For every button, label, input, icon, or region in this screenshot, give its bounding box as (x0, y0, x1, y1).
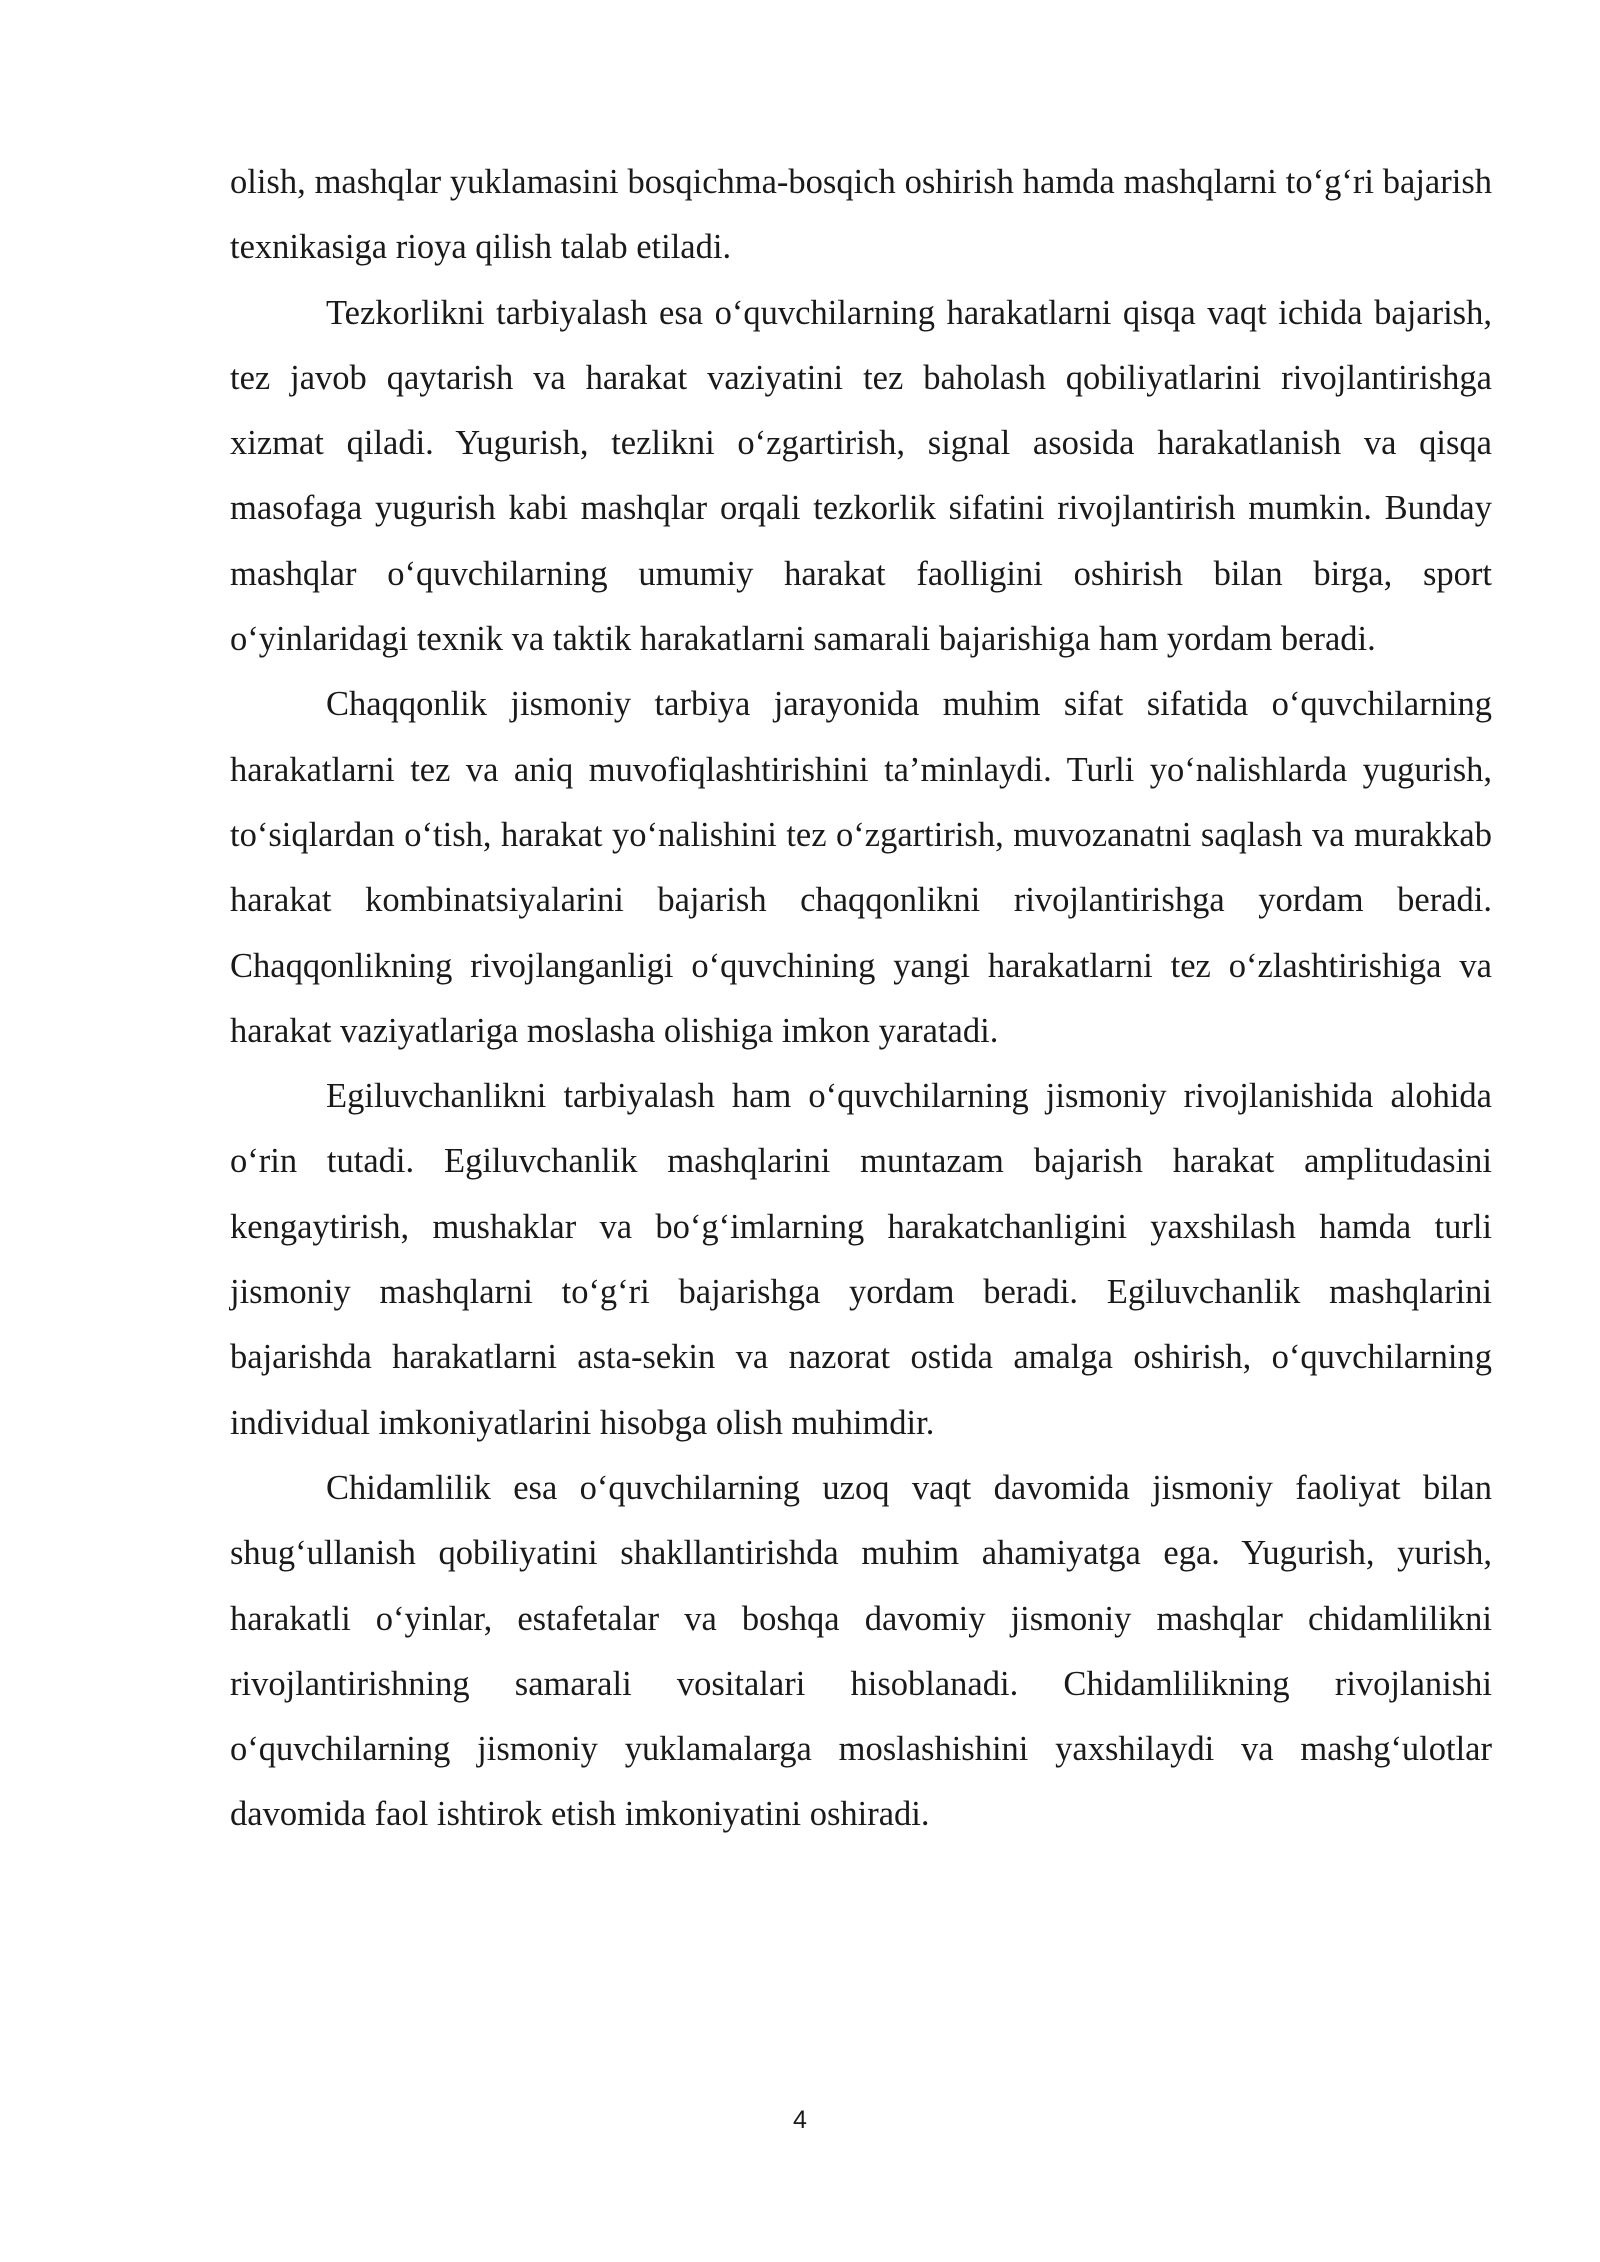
paragraph-egiluvchanlik: Egiluvchanlikni tarbiyalash ham o‘quvchilarning jismoniy rivojlanishida alohida o‘rin tutadi. Egiluvchanlik mashqlarini muntazam bajarish harakat amplitudasini kengaytirish, mushaklar va bo‘g‘imlarning harakatchanligini yaxshilash hamda turli jismoniy mashqlarni to‘g‘ri bajarishga yordam beradi. Egiluvchanlik mashqlarini bajarishda harakatlarni asta-sekin va nazorat ostida amalga oshirish, o‘quvchilarning individual imkoniyatlarini hisobga olish muhimdir. (230, 1077, 1492, 1442)
paragraph-tezkorlik: Tezkorlikni tarbiyalash esa o‘quvchilarning harakatlarni qisqa vaqt ichida bajarish, tez javob qaytarish va harakat vaziyatini tez baholash qobiliyatlarini rivojlantirishga xizmat qiladi. Yugurish, tezlikni o‘zgartirish, signal asosida harakatlanish va qisqa masofaga yugurish kabi mashqlar orqali tezkorlik sifatini rivojlantirish mumkin. Bunday mashqlar o‘quvchilarning umumiy harakat faolligini oshirish bilan birga, sport o‘yinlaridagi texnik va taktik harakatlarni samarali bajarishiga ham yordam beradi. (230, 293, 1492, 659)
paragraph-chaqqonlik: Chaqqonlik jismoniy tarbiya jarayonida muhim sifat sifatida o‘quvchilarning harakatlarni tez va aniq muvofiqlashtirishini ta’minlaydi. Turli yo‘nalishlarda yugurish, to‘siqlardan o‘tish, harakat yo‘nalishini tez o‘zgartirish, muvozanatni saqlash va murakkab harakat kombinatsiyalarini bajarish chaqqonlikni rivojlantirishga yordam beradi. Chaqqonlikning rivojlanganligi o‘quvchining yangi harakatlarni tez o‘zlashtirishiga va harakat vaziyatlariga moslasha olishiga imkon yaratadi. (230, 685, 1492, 1050)
paragraph-chidamlilik: Chidamlilik esa o‘quvchilarning uzoq vaqt davomida jismoniy faoliyat bilan shug‘ullanish qobiliyatini shakllantirishda muhim ahamiyatga ega. Yugurish, yurish, harakatli o‘yinlar, estafetalar va boshqa davomiy jismoniy mashqlar chidamlilikni rivojlantirishning samarali vositalari hisoblanadi. Chidamlilikning rivojlanishi o‘quvchilarning jismoniy yuklamalarga moslashishini yaxshilaydi va mashg‘ulotlar davomida faol ishtirok etish imkoniyatini oshiradi. (230, 1468, 1492, 1834)
document-body (230, 150, 1492, 1848)
paragraph-continuation: olish, mashqlar yuklamasini bosqichma-bosqich oshirish hamda mashqlarni to‘g‘ri bajarish texnikasiga rioya qilish talab etiladi. (230, 163, 1492, 267)
page-number: 4 (793, 2106, 807, 2134)
